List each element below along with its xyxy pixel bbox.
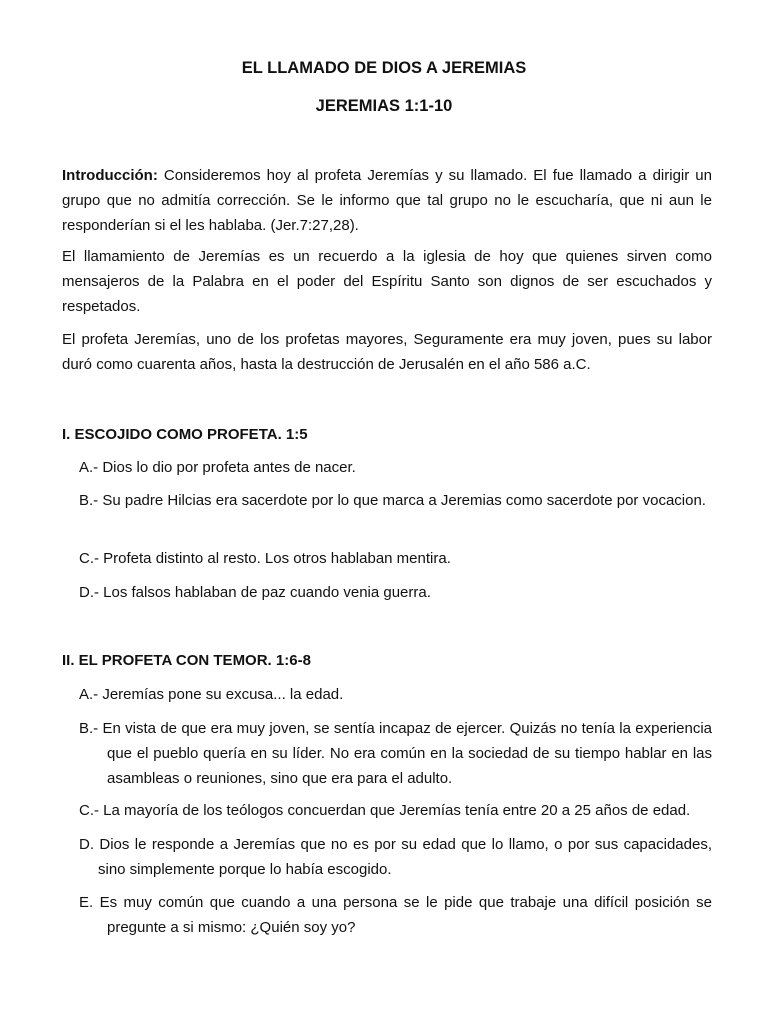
list-item: A.- Jeremías pone su excusa... la edad. xyxy=(79,686,344,703)
section-heading: I. ESCOJIDO COMO PROFETA. 1:5 xyxy=(62,426,308,443)
intro-paragraph xyxy=(62,163,712,238)
list-item: D.- Los falsos hablaban de paz cuando venia guerra. xyxy=(79,584,431,601)
body-paragraph: El profeta Jeremías, uno de los profetas mayores, Seguramente era muy joven, pues su labor duró como cuarenta años, hasta la destrucción de Jerusalén en el año 586 a.C. xyxy=(62,331,712,373)
list-item: C.- La mayoría de los teólogos concuerdan que Jeremías tenía entre 20 a 25 años de edad. xyxy=(79,802,691,819)
list-item: B.- Su padre Hilcias era sacerdote por lo que marca a Jeremias como sacerdote por vocacion. xyxy=(79,492,706,509)
document-title: EL LLAMADO DE DIOS A JEREMIAS xyxy=(241,59,527,77)
list-item: B.- En vista de que era muy joven, se sentía incapaz de ejercer. Quizás no tenía la experiencia que el pueblo quería en su líder. No era común en la sociedad de su tiempo hablar en las asambleas o reuniones, sino que era para el adulto. xyxy=(79,720,712,787)
list-item: C.- Profeta distinto al resto. Los otros hablaban mentira. xyxy=(79,550,451,567)
list-item: D. Dios le responde a Jeremías que no es por su edad que lo llamo, o por sus capacidades, sino simplemente porque lo había escogido. xyxy=(79,836,712,878)
list-item: E. Es muy común que cuando a una persona se le pide que trabaje una difícil posición se pregunte a si mismo: ¿Quién soy yo? xyxy=(79,894,712,936)
document-subtitle: JEREMIAS 1:1-10 xyxy=(315,97,453,115)
intro-label: Introducción: xyxy=(62,167,158,184)
list-item: A.- Dios lo dio por profeta antes de nacer. xyxy=(79,459,356,476)
section-heading: II. EL PROFETA CON TEMOR. 1:6-8 xyxy=(62,652,311,669)
body-paragraph: El llamamiento de Jeremías es un recuerdo a la iglesia de hoy que quienes sirven como mensajeros de la Palabra en el poder del Espíritu Santo son dignos de ser escuchados y respetados. xyxy=(62,248,712,315)
intro-text: Consideremos hoy al profeta Jeremías y su llamado. El fue llamado a dirigir un grupo que no admitía corrección. Se le informo que tal grupo no le escucharía, que ni aun le responderían si el les hablaba. (Jer.7:27,28). xyxy=(62,167,712,234)
